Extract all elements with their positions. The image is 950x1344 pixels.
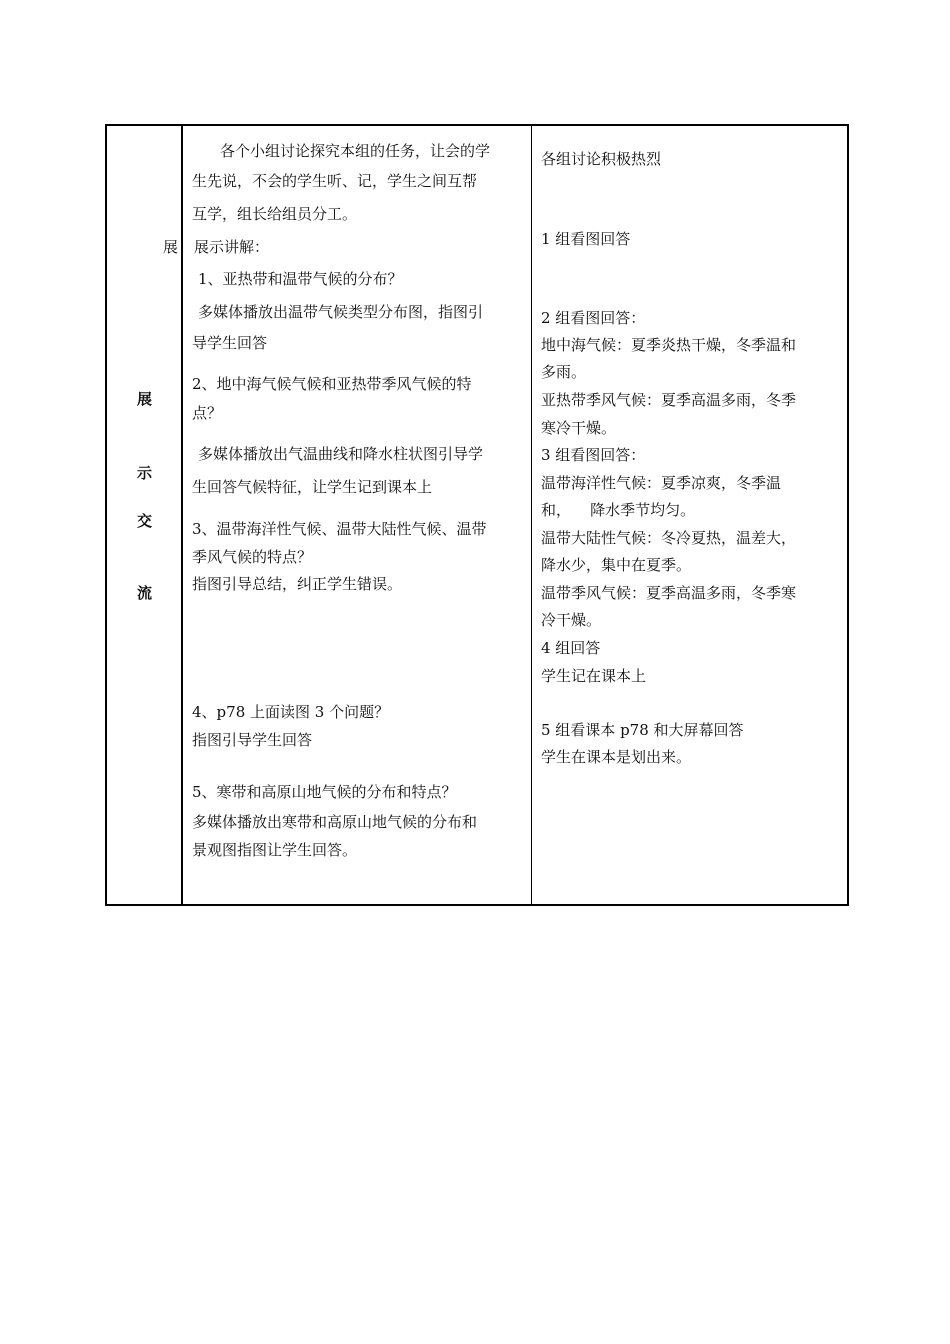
group-5-line-2: 学生在课本是划出来。 [541, 748, 692, 766]
question-4-guide: 指图引导学生回答 [192, 731, 313, 749]
intro-line-3: 互学，组长给组员分工。 [192, 205, 358, 223]
question-2-line-1: 2、地中海气候气候和亚热带季风气候的特 [192, 375, 472, 393]
intro-line-2: 生先说，不会的学生听、记，学生之间互帮 [192, 172, 478, 190]
question-1: 1、亚热带和温带气候的分布？ [198, 270, 403, 288]
question-2-line-2: 点？ [192, 404, 223, 422]
group-5-line-1: 5 组看课本 p78 和大屏幕回答 [541, 721, 744, 739]
section-label-char-4: 流 [137, 584, 153, 602]
group-4-line-1: 4 组回答 [541, 639, 601, 657]
column-divider-2 [531, 126, 532, 904]
stray-char: 展 [163, 238, 179, 256]
column-divider-1 [181, 126, 183, 904]
group-3-line-5: 降水少，集中在夏季。 [541, 556, 692, 574]
group-2-line-2: 地中海气候：夏季炎热干燥，冬季温和 [541, 336, 797, 354]
group-2-line-3: 多雨。 [541, 363, 587, 381]
group-1-answer: 1 组看图回答 [541, 230, 631, 248]
group-discussion-note: 各组讨论积极热烈 [541, 150, 662, 168]
group-2-line-5: 寒冷干燥。 [541, 419, 617, 437]
group-3-line-6: 温带季风气候：夏季高温多雨，冬季寒 [541, 584, 797, 602]
question-3-guide: 指图引导总结，纠正学生错误。 [192, 575, 403, 593]
intro-line-1: 各个小组讨论探究本组的任务，让会的学 [220, 142, 491, 160]
group-2-line-1: 2 组看图回答： [541, 309, 646, 327]
group-3-line-3: 和， 降水季节均匀。 [541, 501, 696, 519]
section-label-char-2: 示 [137, 464, 153, 482]
question-2-guide-line-2: 生回答气候特征，让学生记到课本上 [192, 478, 433, 496]
group-3-line-4: 温带大陆性气候：冬冷夏热，温差大， [541, 529, 797, 547]
question-3-line-2: 季风气候的特点？ [192, 548, 313, 566]
question-5-guide-line-2: 景观图指图让学生回答。 [192, 841, 358, 859]
question-5-guide-line-1: 多媒体播放出寒带和高原山地气候的分布和 [192, 813, 478, 831]
lesson-table [105, 124, 849, 906]
demo-heading: 展示讲解： [194, 238, 270, 256]
question-4: 4、p78 上面读图 3 个问题？ [192, 703, 390, 721]
question-2-guide-line-1: 多媒体播放出气温曲线和降水柱状图引导学 [198, 445, 484, 463]
group-4-line-2: 学生记在课本上 [541, 667, 647, 685]
question-3-line-1: 3、温带海洋性气候、温带大陆性气候、温带 [192, 520, 487, 538]
section-label-char-3: 交 [137, 512, 153, 530]
question-1-guide-line-2: 导学生回答 [192, 334, 268, 352]
group-3-line-2: 温带海洋性气候：夏季凉爽，冬季温 [541, 474, 782, 492]
question-1-guide-line-1: 多媒体播放出温带气候类型分布图，指图引 [198, 303, 484, 321]
group-3-line-1: 3 组看图回答： [541, 446, 646, 464]
group-2-line-4: 亚热带季风气候：夏季高温多雨，冬季 [541, 391, 797, 409]
question-5: 5、寒带和高原山地气候的分布和特点？ [192, 783, 457, 801]
section-label-char-1: 展 [137, 390, 153, 408]
group-3-line-7: 冷干燥。 [541, 611, 602, 629]
